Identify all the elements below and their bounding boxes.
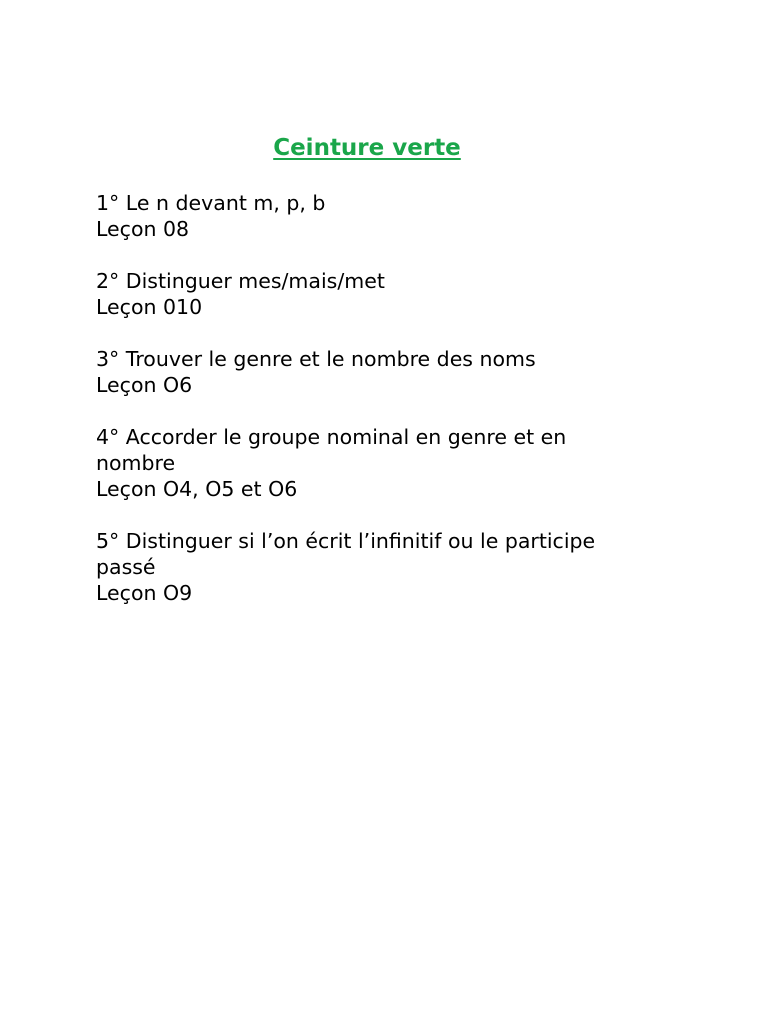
item-lesson: Leçon O9 xyxy=(96,581,193,605)
item-heading: 2° Distinguer mes/mais/met xyxy=(96,269,385,293)
item-lesson: Leçon O6 xyxy=(96,373,193,397)
item-heading-continued: passé xyxy=(96,555,156,579)
item-heading: 3° Trouver le genre et le nombre des noms xyxy=(96,347,536,371)
item-heading-continued: nombre xyxy=(96,451,176,475)
lesson-list xyxy=(96,190,656,632)
item-heading: 4° Accorder le groupe nominal en genre et en xyxy=(96,425,567,449)
item-lesson: Leçon 010 xyxy=(96,295,203,319)
list-item xyxy=(96,346,656,398)
page-title: Ceinture verte xyxy=(273,135,461,161)
item-heading: 5° Distinguer si l’on écrit l’infinitif ou le participe xyxy=(96,529,596,553)
item-lesson: Leçon 08 xyxy=(96,217,190,241)
list-item xyxy=(96,528,656,606)
item-heading: 1° Le n devant m, p, b xyxy=(96,191,326,215)
list-item xyxy=(96,268,656,320)
item-lesson: Leçon O4, O5 et O6 xyxy=(96,477,298,501)
list-item xyxy=(96,190,656,242)
list-item xyxy=(96,424,656,502)
